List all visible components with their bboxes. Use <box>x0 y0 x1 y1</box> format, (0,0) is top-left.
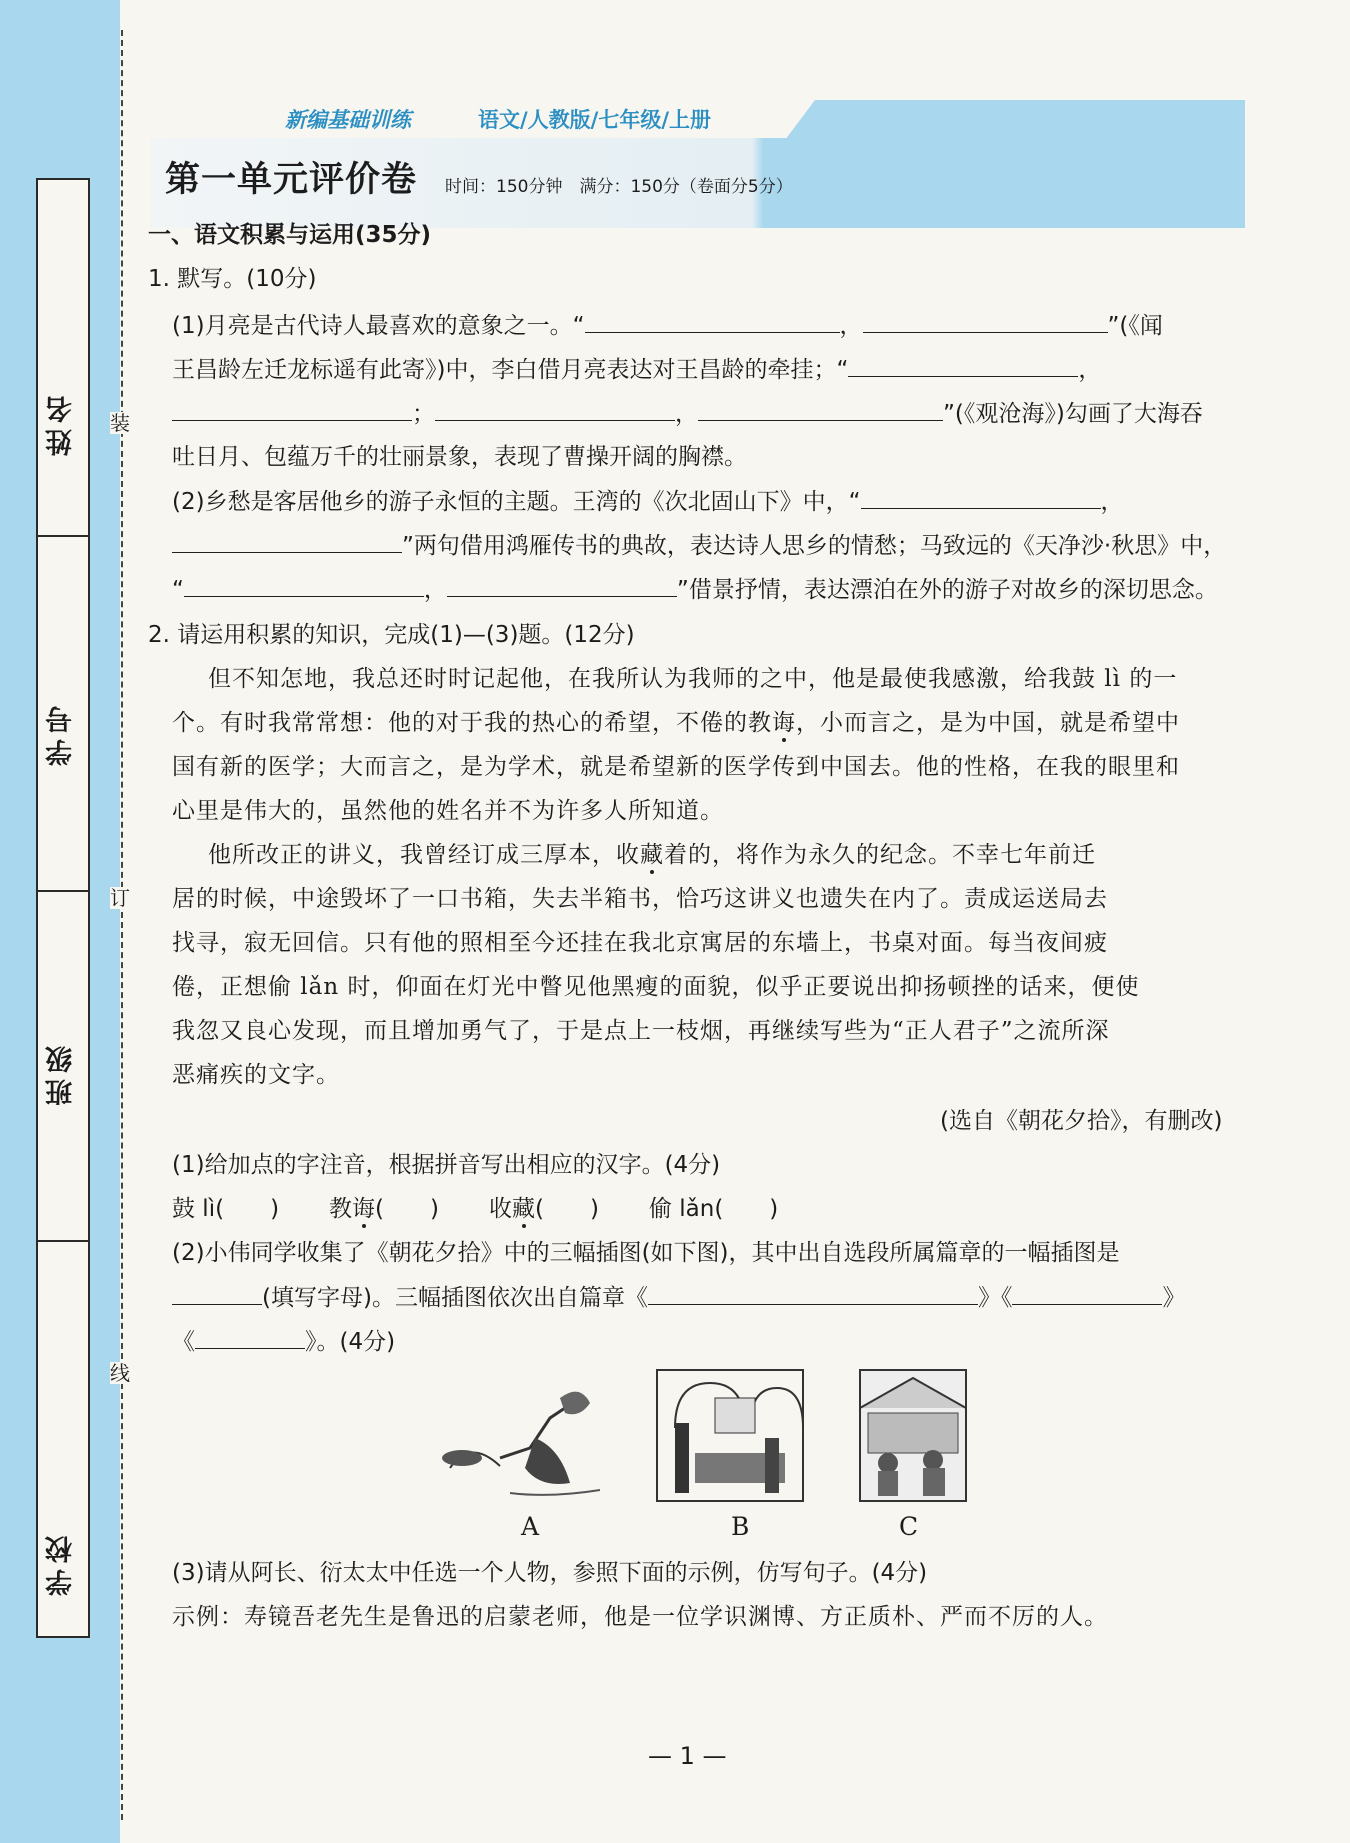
illustration-a <box>440 1378 610 1503</box>
q2-sub2-line3: 《 》。(4分) <box>172 1326 395 1357</box>
cut-word-xian: 线 <box>110 1361 130 1385</box>
paper-title: 第一单元评价卷 <box>165 159 418 200</box>
answer-blank[interactable] <box>172 530 402 553</box>
passage-line: 国有新的医学；大而言之，是为学术，就是希望新的医学传到中国去。他的性格，在我的眼里和 <box>172 754 1180 780</box>
q2-sub3-example: 示例：寿镜吾老先生是鲁迅的启蒙老师，他是一位学识渊博、方正质朴、严而不厉的人。 <box>172 1604 1108 1630</box>
passage-line: 心里是伟大的，虽然他的姓名并不为许多人所知道。 <box>172 798 724 824</box>
passage-line: 但不知怎地，我总还时时记起他，在我所认为我师的之中，他是最使我感激，给我鼓 lì 的一 <box>208 666 1178 692</box>
answer-blank[interactable] <box>863 310 1108 333</box>
pinyin-item[interactable]: 偷 lǎn( ) <box>648 1196 779 1222</box>
q2-sub1-head: (1)给加点的字注音，根据拼音写出相应的汉字。(4分) <box>172 1152 721 1178</box>
q1-line5: (2)乡愁是客居他乡的游子永恒的主题。王湾的《次北固山下》中，“ ， <box>172 486 1124 517</box>
passage-line: 恶痛疾的文字。 <box>172 1062 340 1088</box>
answer-blank[interactable] <box>585 310 840 333</box>
answer-blank[interactable] <box>184 574 424 597</box>
q1-line6: ”两句借用鸿雁传书的典故，表达诗人思乡的情愁；马致远的《天净沙·秋思》中， <box>172 530 1226 561</box>
school-label: 学校 <box>46 1530 77 1596</box>
q1-line4: 吐日月、包蕴万千的壮丽景象，表现了曹操开阔的胸襟。 <box>172 444 747 470</box>
q1-line3: ； ， ”(《观沧海》)勾画了大海吞 <box>172 398 1203 429</box>
passage-line: 居的时候，中途毁坏了一口书箱，失去半箱书，恰巧这讲义也遗失在内了。责成运送局去 <box>172 886 1108 912</box>
q1-line2: 王昌龄左迁龙标遥有此寄》)中，李白借月亮表达对王昌龄的牵挂；“ ， <box>172 354 1101 385</box>
answer-blank[interactable] <box>435 398 675 421</box>
image-label-c: C <box>899 1512 919 1541</box>
passage-source: (选自《朝花夕拾》，有删改) <box>940 1108 1223 1134</box>
answer-blank[interactable] <box>447 574 677 597</box>
passage-line: 他所改正的讲义，我曾经订成三厚本，收藏着的，将作为永久的纪念。不幸七年前迁 <box>208 842 1096 868</box>
class-label: 班级 <box>46 1040 77 1106</box>
header-arrow-shape <box>785 100 815 140</box>
paper-meta: 时间：150分钟 满分：150分（卷面分5分） <box>445 177 793 197</box>
q2-sub2-line1: (2)小伟同学收集了《朝花夕拾》中的三幅插图(如下图)，其中出自选段所属篇章的一幅插图是 <box>172 1240 1120 1266</box>
passage-line: 倦，正想偷 lǎn 时，仰面在灯光中瞥见他黑瘦的面貌，似乎正要说出抑扬顿挫的话来，便使 <box>172 974 1140 1000</box>
q1-line1: (1)月亮是古代诗人最喜欢的意象之一。“ ， ”(《闻 <box>172 310 1163 341</box>
student-info-box <box>36 178 90 1638</box>
q2-head: 2. 请运用积累的知识，完成(1)—(3)题。(12分) <box>148 622 635 648</box>
answer-blank[interactable] <box>698 398 943 421</box>
q1-line7: “ ， ”借景抒情，表达漂泊在外的游子对故乡的深切思念。 <box>172 574 1218 605</box>
answer-blank[interactable] <box>172 398 412 421</box>
q2-sub3-head: (3)请从阿长、衍太太中任选一个人物，参照下面的示例，仿写句子。(4分) <box>172 1560 928 1586</box>
page-number: — 1 — <box>648 1742 727 1770</box>
illustration-b <box>655 1368 805 1503</box>
answer-blank[interactable] <box>1012 1282 1162 1305</box>
series-name: 新编基础训练 <box>285 108 411 132</box>
student-id-label: 学号 <box>46 700 77 766</box>
q2-sub2-line2: (填写字母)。三幅插图依次出自篇章《 》《 》 <box>172 1282 1185 1313</box>
answer-blank[interactable] <box>648 1282 978 1305</box>
pinyin-item[interactable]: 收藏( ) <box>489 1196 599 1222</box>
q2-sub1-items <box>172 1194 778 1224</box>
pinyin-item[interactable]: 鼓 lì( ) <box>172 1196 280 1222</box>
pinyin-item[interactable]: 教诲( ) <box>329 1196 439 1222</box>
passage-line: 个。有时我常常想：他的对于我的热心的希望，不倦的教诲，小而言之，是为中国，就是希望中 <box>172 710 1180 736</box>
section-title: 一、语文积累与运用(35分) <box>148 222 432 248</box>
cut-word-ding: 订 <box>110 886 130 910</box>
answer-blank[interactable] <box>172 1282 262 1305</box>
header-tab-shape <box>815 100 1245 140</box>
answer-blank[interactable] <box>861 486 1101 509</box>
illustration-c <box>858 1368 968 1503</box>
q1-head: 1. 默写。(10分) <box>148 266 317 292</box>
binding-strip <box>0 0 120 1843</box>
image-label-a: A <box>521 1512 540 1541</box>
cut-word-zhuang: 装 <box>110 411 130 435</box>
answer-blank[interactable] <box>195 1326 305 1349</box>
passage-line: 找寻，寂无回信。只有他的照相至今还挂在我北京寓居的东墙上，书桌对面。每当夜间疲 <box>172 930 1108 956</box>
cut-line <box>121 30 123 1820</box>
passage-line: 我忽又良心发现，而且增加勇气了，于是点上一枝烟，再继续写些为“正人君子”之流所深 <box>172 1018 1110 1044</box>
book-info: 语文/人教版/七年级/上册 <box>478 108 712 132</box>
image-label-b: B <box>731 1512 750 1541</box>
answer-blank[interactable] <box>848 354 1078 377</box>
name-label: 姓名 <box>46 390 77 456</box>
